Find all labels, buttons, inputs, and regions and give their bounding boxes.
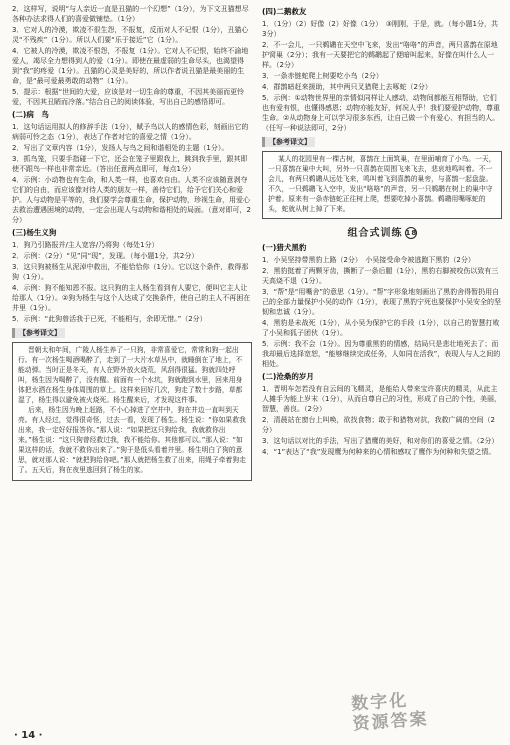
right-sub2 bbox=[262, 384, 502, 457]
answer-item: 2．示例：（2分）“见”同“现”，发现。（每小题1分，共2分） bbox=[12, 252, 199, 260]
answer-item: 1．（1分）（2）好像（2）好像（1分） ③刚刚，于是，就。（每小题1分，共3分） bbox=[262, 20, 498, 38]
reference-translation-label: 【参考译文】 bbox=[262, 137, 315, 147]
answer-item: 3．这句话以对比的手法，写出了猎鹰的美好，和对你们的喜爱之情。（2分） bbox=[262, 437, 499, 446]
combined-training-label: 组合式训练 bbox=[347, 228, 403, 240]
right-column bbox=[262, 4, 502, 458]
answer-item: 4．它被人的冷漠，欺凌不恨怨，不报复（1分）。它对人不记恨，始终不渝地爱人，竭尽全力想得到人的爱（1分）。即使在最虚弱的生命尽头，也渴望得到“我”的疼爱（1分）。丑猫的心灵是美好的，所以作者说丑猫是最美丽的生命，是“最可爱最勇敢的动物”（1分）。 bbox=[12, 47, 249, 85]
answer-item: 3．抓鸟笼，只要手指碰一下它，还会在笼子里跟我上，跳到我手里，跟其即使不跟鸟一样也非常亲近。（答出任意两点即可，每点1分） bbox=[12, 155, 248, 173]
page-number: · 14 · bbox=[14, 730, 43, 741]
translation-paragraph: 某人的花园里有一棵古树，喜鹊在上面筑巢，在里面哺育了小鸟。一天，一只喜鹊在巢中大叫，另外一只喜鹊在周围飞来飞去，悲哀地鸣叫着。不一会儿，有两只鹈鹕从远处飞来，鸣叫着飞到喜鹊的巢旁，与喜鹊一起盘旋。不久，一只鹈鹕飞入空中，发出“咯咯”的声音，另一只鹈鹕在树上的巢中守护着。原来有一条赤链蛇正往树上爬，想要吃掉小喜鹊。鹈鹕用嘴啄蛇的头，蛇就从树上掉了下来。 bbox=[268, 155, 496, 213]
translation-paragraph: 晋朝太和年间，广陵人杨生养了一只狗，非常喜爱它，常常和狗一起出行。有一次杨生喝酒喝醉了，走到了一大片水草丛中，就睡倒在了地上，不能动弹。当时正是冬天，有人在野外放火烧荒，风刮得很猛。狗就四处呼叫，杨生因为喝醉了，没有醒。前面有一个水坑，狗就跑到水里，回来用身体把水洒在杨生身体周围的草上。这样来回好几次，狗走了数十步路，草都湿了，杨生得以避免被火烧死。杨生醒来后，才发现这件事。 bbox=[18, 346, 243, 404]
answer-item: 2．写出了文章内容（1分），发扬人与鸟之间和谐相处的主题（1分）。 bbox=[12, 144, 229, 152]
answer-item: 2．黑豹挺着了两颗牙齿，撕断了一条后腿（1分），黑豹右脚被咬伤以致有三天高烧不退（1分）。 bbox=[262, 267, 499, 286]
section-title-cang-sang: (二)沧桑的岁月 bbox=[262, 372, 314, 382]
left-block2 bbox=[12, 122, 252, 225]
answer-item: 2．这样写，说明“与人亲近一直是丑猫的一个幻想”（1分），为下文丑猫想尽各种办法求得人们的喜爱做铺垫。（1分） bbox=[12, 5, 249, 23]
answer-item: 2．清晨站在窗台上叫唤，欲找食物；敢于和猎物对抗，我救广阔的空间（2分） bbox=[262, 416, 495, 435]
answer-item: 4．群鹊暗赶来援助，其中两只叉猎爬上去啄蛇（2分） bbox=[262, 83, 432, 91]
right-block1 bbox=[262, 19, 502, 133]
answer-item: 1．狗乃引路报并/主人宽容/乃将狗（每处1分） bbox=[12, 241, 159, 249]
answer-item: 1．小吴坚持带黑豹上路（2分） 小吴接受命令被逃跑下黑豹（2分） bbox=[262, 256, 475, 265]
answer-item: 3．“帮”是“用嘴舍”的意思（1分）。“帮”字形象地刻画出了黑豹舍得暂扔用自己的全部力量保护小吴的动作（1分），表现了黑豹宁死也要保护小吴安全的坚韧和忠诚（1分）。 bbox=[262, 288, 501, 317]
reference-translation-label: 【参考译文】 bbox=[12, 328, 65, 338]
answer-item: 3．它对人的冷漠，欺凌不很生怨，不报复，反而对人不记恨（1分），丑猫心灵“不残疾”（1分）。所以人们要“乐于接近”它（1分）。 bbox=[12, 26, 249, 44]
answer-item: 5．示例：“此狗曾活我于已死，不能相与，余即无惜。”（2分） bbox=[12, 315, 207, 323]
left-column bbox=[12, 4, 252, 484]
reference-translation-box bbox=[262, 151, 502, 219]
answer-item: 4．示例：小动物也有生命，和人类一样，也喜欢自由。人类不应该随意剥夺它们的自由，而应该像对待人类的朋友一样，善待它们，给予它们关心和爱护。人与动物是平等的，我们要学会尊重生命，保护动物，珍视生命，用爱心去救治遭遇困境的动物，一定会出现人与动物和谐相处的局面。（意对即可，2分） bbox=[12, 176, 251, 224]
answer-item: 1．晋明车怎若没有自云间的飞精灵，是能给人带来宝许喜庆的精灵，从此主人摊手为能上岁末（1分），从而自尊自己的习性，形成了自己的个性，美丽，智慧，善良。（2分） bbox=[262, 385, 501, 414]
right-sub1 bbox=[262, 255, 502, 369]
answer-item: 5．示例：我不会（1分）。因为尊重黑豹的情感，结局只是悲壮地死去了；而我却最后选择宽恕，“能够继续完成任务，人如同在活我”，表现人与人之间的相处。 bbox=[262, 340, 501, 369]
answer-item: 5．示例：①动物世界里的亲情似同样让人感动，动物间都能互相帮助，它们也有爱有恨，也懂得感恩；动物亦能友好，何况人乎！我们要爱护动物，尊重生命。②从动物身上可以学习很多东西，让自己做一个有爱心、有担当的人。（任写一种说法即可，2分） bbox=[262, 94, 500, 132]
answer-item: 2．不一会儿，一只鹈鹕在天空中飞来，发出“咯咯”的声音，两只喜鹊在原地护窝巢（2分）；我有一天要把它的鹈鹕起了便暗叫起来，好像在叫什么人一样。（2分） bbox=[262, 41, 498, 69]
translation-paragraph: 后来，杨生因为晚上赶路，不小心掉进了空井中，狗在井边一直叫到天亮。有人经过，觉得很奇怪，过去一看，发现了杨生。杨生说：“你如果救我出来，我一定好好报答你。”那人说：“如果把这只狗给我，我就救你出来。”杨生说：“这只狗曾经救过我，我不能给你。其他都可以。”那人说：“如果这样的话，我就不救你出来了。”狗于是低头看着井里。杨生明白了狗的意思，就对那人说：“就把狗给你吧。”那人就把杨生救了出来，用绳子牵着狗走了。五天后，狗在夜里逃回到了杨生的家。 bbox=[18, 406, 246, 474]
watermark-stamp: 数字化 资源答案 bbox=[350, 690, 430, 735]
answer-item: 3．一条赤链蛇爬上树要吃小鸟（2分） bbox=[262, 72, 383, 80]
combined-training-title bbox=[262, 227, 502, 239]
left-block1 bbox=[12, 4, 252, 107]
section-title-lie-quan: (一)猎犬黑豹 bbox=[262, 243, 307, 253]
left-block3 bbox=[12, 240, 252, 324]
section-title-er-e: (四)二鹅救友 bbox=[262, 7, 307, 16]
answer-item: 5．提示：根据“世间的大爱，应该是对一切生命的尊重，不因其美丽而更怜爱，不因其丑陋而冷落。”结合自己的阅读体验，写出自己的感悟即可。 bbox=[12, 88, 245, 106]
answer-item: 3．这只狗被杨生从泥淖中救出，不能恰恰你（1分）。它以这个条件，救得那狗（1分）。 bbox=[12, 263, 249, 281]
section-title-yang-sheng: (三)杨生义狗 bbox=[12, 228, 57, 237]
section-title-bing-niao: (二)病 鸟 bbox=[12, 110, 49, 119]
answer-item: 4．“1”表达了“我”发现鹰为何种来的心情和感叹了鹰作为何种和失望之情。 bbox=[262, 448, 496, 457]
answer-item: 4．黑豹是未战死（1分），从小吴为保护它的手段（1分），以自己的智慧打败了小吴和狐子团伙（1分）。 bbox=[262, 319, 500, 338]
answer-item: 1．这句话运用拟人的修辞手法（1分），赋予鸟以人的感情色彩，刻画出它的病弱可怜之态（1分），表达了作者对它的喜爱之情（1分）。 bbox=[12, 123, 249, 141]
lesson-number-badge: 18 bbox=[405, 229, 418, 238]
reference-translation-box bbox=[12, 342, 252, 481]
answer-item: 4．示例：狗不能知恩不报。这只狗的主人杨生看到有人要它，便叫它主人让给那人（1分）。②狗为杨生与这个人达成了交换条件，使自己的主人不再困在井里（1分）。 bbox=[12, 284, 251, 312]
